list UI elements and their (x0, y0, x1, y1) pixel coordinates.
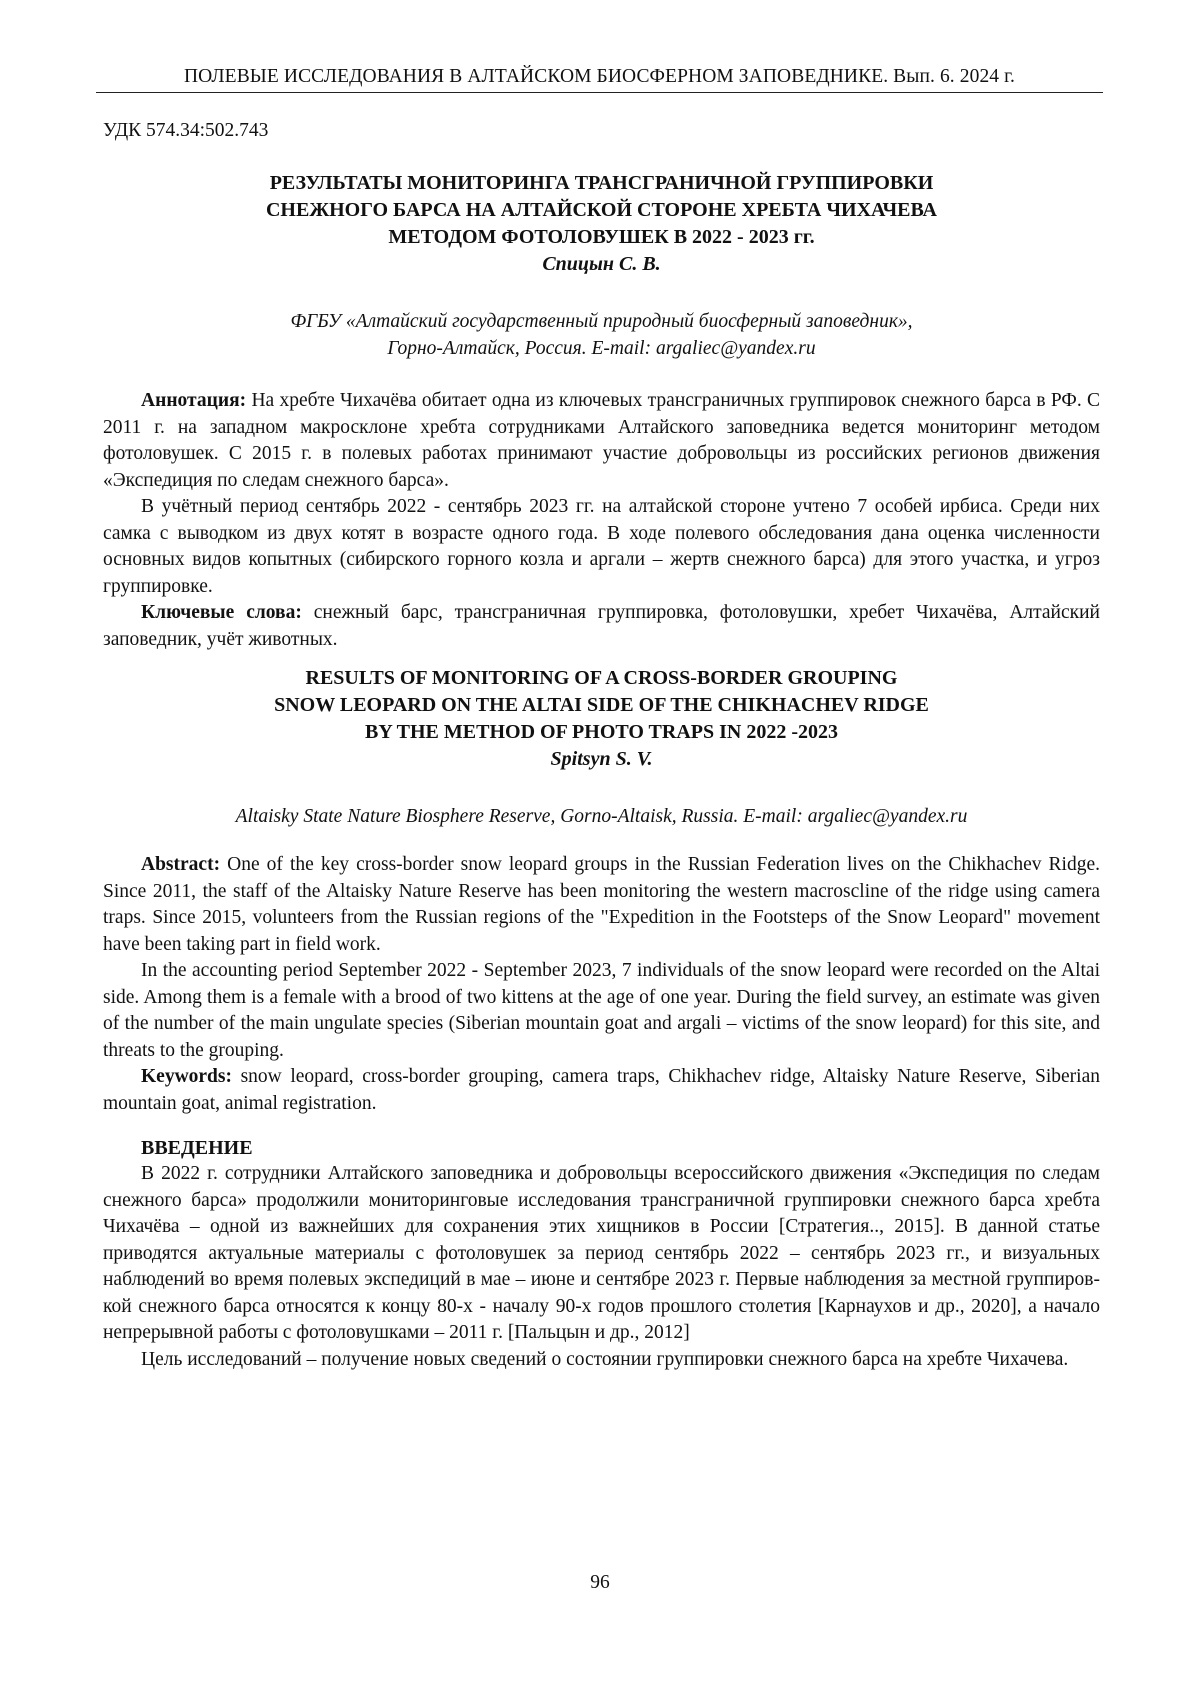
running-header: ПОЛЕВЫЕ ИССЛЕДОВАНИЯ В АЛТАЙСКОМ БИОСФЕРНОМ ЗАПОВЕДНИКЕ. Вып. 6. 2024 г. (96, 66, 1103, 93)
en-abstract-text: One of the key cross-border snow leopard groups in the Russian Federation lives on the Chikhachev Ridge. Since 2011, the staff of the Altaisky Nature Reserve has been monitoring the west­ern macroscline of the ridge using camera traps. Since 2015, volunteers from the Russian regions of the "Expedition in the Footsteps of the Snow Leopard" movement have been taking part in field work. (103, 854, 1100, 955)
en-affiliation: Altaisky State Nature Biosphere Reserve, Gorno-Altaisk, Russia. E-mail: argaliec@yandex.ru (103, 803, 1100, 830)
ru-title-block (103, 170, 1100, 278)
article-body (103, 120, 1100, 1373)
en-title-line: BY THE METHOD OF PHOTO TRAPS IN 2022 -2023 (103, 719, 1100, 746)
section-heading-introduction: ВВЕДЕНИЕ (141, 1135, 1100, 1161)
udc-code: УДК 574.34:502.743 (103, 120, 1100, 142)
page-number: 96 (0, 1572, 1200, 1594)
en-keywords-label: Keywords: (141, 1066, 232, 1087)
intro-paragraph-2: Цель исследований – получение новых сведений о состоянии группировки снежного барса на хребте Чихачева. (103, 1347, 1100, 1374)
en-author: Spitsyn S. V. (103, 746, 1100, 773)
ru-affiliation (103, 308, 1100, 362)
ru-abstract-paragraph-2: В учётный период сентябрь 2022 - сентябрь 2023 гг. на алтайской стороне учтено 7 особей ирбиса. Среди них самка с выводком из двух котят в возрасте одного года. В ходе полевого об­следования дана оценка численности основных видов копытных (сибирского горного козла и аргали – жертв снежного барса) для этого участка, и угроз группировке. (103, 494, 1100, 600)
en-title-line: SNOW LEOPARD ON THE ALTAI SIDE OF THE CHIKHACHEV RIDGE (103, 692, 1100, 719)
ru-keywords-text: снежный барс, трансграничная группировка, фотоловушки, хребет Чиха­чёва, Алтайский заповедник, учёт животных. (103, 602, 1100, 650)
ru-title-line: МЕТОДОМ ФОТОЛОВУШЕК В 2022 - 2023 гг. (103, 224, 1100, 251)
en-abstract-paragraph-2: In the accounting period September 2022 - September 2023, 7 individuals of the snow leopard were recorded on the Altai side. Among them is a female with a brood of two kittens at the age of one year. During the field survey, an estimate was given of the number of the main ungulate species (Siberian mountain goat and argali – victims of the snow leopard) for this site, and threats to the grouping. (103, 958, 1100, 1064)
ru-title-line: РЕЗУЛЬТАТЫ МОНИТОРИНГА ТРАНСГРАНИЧНОЙ ГРУППИРОВКИ (103, 170, 1100, 197)
ru-keywords (103, 600, 1100, 653)
ru-affiliation-line: Горно-Алтайск, Россия. E-mail: argaliec@yandex.ru (103, 335, 1100, 362)
ru-author: Спицын С. В. (103, 251, 1100, 278)
ru-abstract-text: На хребте Чихачёва обитает одна из ключевых трансграничных группировок снежного барса в РФ. С 2011 г. на западном макросклоне хребта сотрудниками Алтайского за­поведника ведется мониторинг методом фотоловушек. С 2015 г. в полевых работах принимают участие добровольцы из российских регионов движения «Экспедиция по следам снежного барса». (103, 390, 1100, 491)
en-keywords (103, 1064, 1100, 1117)
ru-title-line: СНЕЖНОГО БАРСА НА АЛТАЙСКОЙ СТОРОНЕ ХРЕБТА ЧИХАЧЕВА (103, 197, 1100, 224)
ru-keywords-label: Ключевые слова: (141, 602, 302, 623)
en-title-line: RESULTS OF MONITORING OF A CROSS-BORDER GROUPING (103, 665, 1100, 692)
ru-abstract-label: Аннотация: (141, 390, 246, 411)
en-title-block (103, 665, 1100, 773)
intro-paragraph: В 2022 г. сотрудники Алтайского заповедника и добровольцы всероссийского движения «Экспедиция по следам снежного барса» продолжили мониторинговые исследования трансгра­ничной группировки снежного барса хребта Чихачёва – одной из важнейших для сохранения этих хищников в России [Стратегия.., 2015]. В данной статье приводятся актуальные материалы с фотоловушек за период сентябрь 2022 – сентябрь 2023 гг., и визуальных наблюдений во время полевых экспедиций в мае – июне и сентябре 2023 г. Первые наблюдения за местной группиров­кой снежного барса относятся к концу 80-х - началу 90-х годов прошлого столетия [Карнаухов и др., 2020], а начало непрерывной работы с фотоловушками – 2011 г. [Пальцын и др., 2012] (103, 1161, 1100, 1347)
document-page (0, 0, 1200, 1698)
ru-abstract-paragraph (103, 388, 1100, 494)
en-abstract-label: Abstract: (141, 854, 220, 875)
ru-affiliation-line: ФГБУ «Алтайский государственный природный биосферный заповедник», (103, 308, 1100, 335)
en-abstract-paragraph (103, 852, 1100, 958)
en-keywords-text: snow leopard, cross-border grouping, camera traps, Chikhachev ridge, Altaisky Nature Reserve, Siberian mountain goat, animal registration. (103, 1066, 1100, 1114)
